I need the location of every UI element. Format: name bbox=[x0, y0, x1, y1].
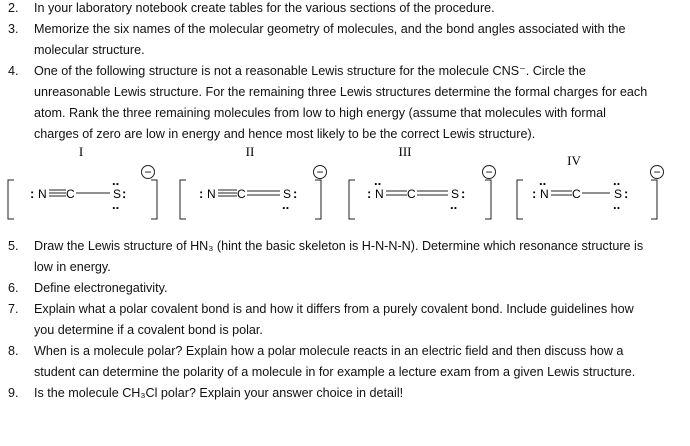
atom-c: C bbox=[407, 187, 416, 201]
structure-label: IV bbox=[567, 153, 581, 168]
double-bond bbox=[247, 191, 280, 195]
question-6 bbox=[8, 278, 684, 299]
atom-s: S bbox=[283, 187, 292, 201]
question-number: 4. bbox=[8, 64, 19, 78]
atom-c: C bbox=[572, 187, 581, 201]
question-number: 8. bbox=[8, 344, 19, 358]
question-number: 3. bbox=[8, 22, 19, 36]
lone-pair: : bbox=[532, 186, 537, 201]
structure-label: II bbox=[245, 144, 255, 159]
triple-bond bbox=[218, 190, 237, 196]
lone-pair: : bbox=[367, 186, 372, 201]
atom-n: N bbox=[375, 187, 384, 201]
lewis-structure-3 bbox=[349, 144, 496, 219]
question-9 bbox=[8, 383, 684, 404]
left-bracket bbox=[180, 180, 186, 219]
structure-label: III bbox=[398, 144, 412, 159]
question-4 bbox=[8, 61, 684, 145]
atom-c: C bbox=[237, 187, 246, 201]
lone-pair: .. bbox=[374, 173, 382, 188]
question-line: When is a molecule polar? Explain how a polar molecule reacts in an electric field and then discuss how a bbox=[34, 344, 624, 358]
question-line: Memorize the six names of the molecular geometry of molecules, and the bond angles associated with the bbox=[34, 22, 626, 36]
left-bracket bbox=[349, 180, 355, 219]
atom-n: N bbox=[207, 187, 216, 201]
lone-pair: : bbox=[624, 186, 629, 201]
question-number: 9. bbox=[8, 386, 19, 400]
formal-charge: − bbox=[485, 165, 493, 179]
left-bracket bbox=[8, 180, 14, 219]
atom-s: S bbox=[451, 187, 460, 201]
double-bond bbox=[551, 191, 572, 195]
lone-pair: .. bbox=[112, 197, 120, 212]
question-line: Define electronegativity. bbox=[34, 281, 168, 295]
lewis-structure-1 bbox=[8, 144, 157, 219]
question-number: 7. bbox=[8, 302, 19, 316]
atom-c: C bbox=[66, 187, 75, 201]
double-bond bbox=[386, 191, 407, 195]
question-line: In your laboratory notebook create tables for the various sections of the procedure. bbox=[34, 1, 495, 15]
question-line: low in energy. bbox=[34, 260, 111, 274]
lewis-structures-figure bbox=[0, 142, 690, 236]
atom-n: N bbox=[38, 187, 47, 201]
question-line: you determine if a covalent bond is polar. bbox=[34, 323, 263, 337]
left-bracket bbox=[517, 180, 523, 219]
question-2 bbox=[8, 0, 684, 19]
question-line: Is the molecule CH₃Cl polar? Explain your answer choice in detail! bbox=[34, 386, 404, 400]
triple-bond bbox=[49, 190, 66, 196]
right-bracket bbox=[151, 180, 157, 219]
right-bracket bbox=[315, 180, 321, 219]
question-line: molecular structure. bbox=[34, 43, 145, 57]
lone-pair: .. bbox=[539, 173, 547, 188]
structure-label: I bbox=[78, 144, 84, 159]
lone-pair: : bbox=[199, 186, 204, 201]
atom-n: N bbox=[540, 187, 549, 201]
atom-s: S bbox=[113, 187, 122, 201]
question-number: 2. bbox=[8, 1, 19, 15]
question-line: unreasonable Lewis structure. For the remaining three Lewis structures determine the formal charges for each bbox=[34, 85, 648, 99]
question-line: student can determine the polarity of a molecule in for example a lecture exam from a given Lewis structure. bbox=[34, 365, 636, 379]
lone-pair: : bbox=[461, 186, 466, 201]
lone-pair: .. bbox=[282, 197, 290, 212]
lone-pair: : bbox=[30, 186, 35, 201]
question-line: One of the following structure is not a reasonable Lewis structure for the molecule CNS⁻. Circle the bbox=[34, 64, 586, 78]
question-line: Draw the Lewis structure of HN₃ (hint the basic skeleton is H-N-N-N). Determine which resonance structure is bbox=[34, 239, 644, 253]
lone-pair: .. bbox=[450, 197, 458, 212]
lewis-structure-2 bbox=[180, 144, 327, 219]
question-8 bbox=[8, 341, 684, 383]
double-bond bbox=[417, 191, 448, 195]
lone-pair: .. bbox=[613, 173, 621, 188]
question-line: charges of zero are low in energy and hence most likely to be the correct Lewis structure). bbox=[34, 127, 536, 141]
question-3 bbox=[8, 19, 684, 61]
lone-pair: : bbox=[293, 186, 298, 201]
lone-pair: .. bbox=[112, 173, 120, 188]
formal-charge: − bbox=[144, 165, 152, 179]
formal-charge: − bbox=[653, 165, 661, 179]
atom-s: S bbox=[614, 187, 623, 201]
question-number: 6. bbox=[8, 281, 19, 295]
lone-pair: .. bbox=[613, 197, 621, 212]
lone-pair: : bbox=[122, 186, 127, 201]
right-bracket bbox=[485, 180, 491, 219]
right-bracket bbox=[651, 180, 657, 219]
question-line: atom. Rank the three remaining molecules from low to high energy (assume that molecules with formal bbox=[34, 106, 606, 120]
formal-charge: − bbox=[316, 165, 324, 179]
question-5 bbox=[8, 236, 684, 278]
question-line: Explain what a polar covalent bond is and how it differs from a purely covalent bond. Include guidelines how bbox=[34, 302, 634, 316]
lewis-structure-4 bbox=[517, 153, 664, 219]
question-number: 5. bbox=[8, 239, 19, 253]
question-7 bbox=[8, 299, 684, 341]
